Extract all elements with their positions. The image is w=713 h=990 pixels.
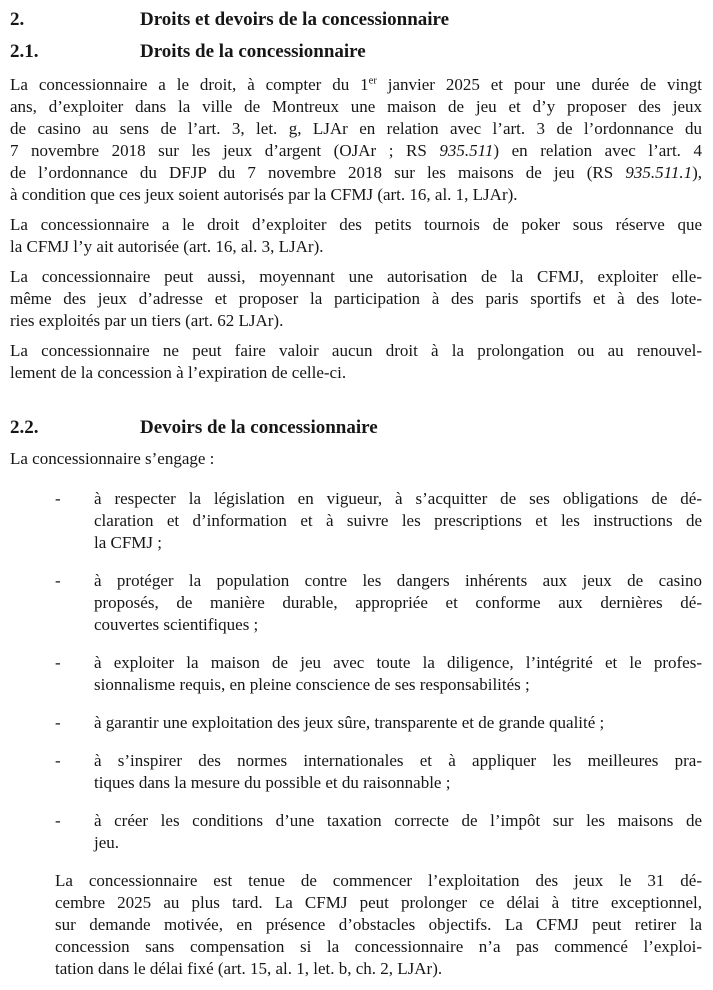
text-line: à s’inspirer des normes internationales et à appliquer les meilleures pra- — [94, 751, 702, 770]
sup-text: er — [368, 75, 377, 87]
text-line: à respecter la législation en vigueur, à s’acquitter de ses obligations de dé- — [94, 489, 702, 508]
section-number: 2.1. — [10, 41, 39, 62]
text-line: couvertes scientifiques ; — [94, 615, 259, 634]
italic-text: 935.511 — [439, 141, 494, 160]
list-item-text — [94, 488, 702, 554]
section-number: 2. — [10, 9, 25, 30]
text-line: La concessionnaire est tenue de commencer l’exploitation des jeux le 31 dé- — [55, 871, 702, 890]
paragraph — [10, 266, 702, 332]
section-title: Droits de la concessionnaire — [140, 41, 366, 62]
text-line: de casino au sens de l’art. 3, let. g, LJAr en relation avec l’art. 3 de l’ordonnance du — [10, 119, 702, 138]
text-line: la CFMJ l’y ait autorisée (art. 16, al. 3, LJAr). — [10, 237, 324, 256]
list-item-text — [94, 652, 702, 696]
text-segment: ) en relation avec l’art. 4 — [493, 141, 702, 160]
text-line: ries exploités par un tiers (art. 62 LJAr). — [10, 311, 284, 330]
list-item — [55, 488, 702, 554]
section-heading-2-1 — [10, 40, 702, 64]
bullet-dash: - — [55, 653, 61, 672]
list-item-text — [94, 712, 702, 734]
text-line: La concessionnaire s’engage : — [10, 449, 215, 468]
text-line: même des jeux d’adresse et proposer la participation à des paris sportifs et à des lote- — [10, 289, 702, 308]
list-item-text — [94, 750, 702, 794]
list-item — [55, 652, 702, 696]
text-line: à garantir une exploitation des jeux sûre, transparente et de grande qualité ; — [94, 713, 605, 732]
closing-paragraph — [55, 870, 702, 980]
text-line: proposés, de manière durable, appropriée et conforme aux dernières dé- — [94, 593, 702, 612]
text-segment: de l’ordonnance du DFJP du 7 novembre 2018 sur les maisons de jeu (RS — [10, 163, 626, 182]
text-line: sionnalisme requis, en pleine conscience de ses responsabilités ; — [94, 675, 530, 694]
text-segment: ), — [692, 163, 702, 182]
text-line: tiques dans la mesure du possible et du raisonnable ; — [94, 773, 451, 792]
text-line: sur demande motivée, en présence d’obstacles objectifs. La CFMJ peut retirer la — [55, 915, 702, 934]
list-intro-paragraph — [10, 448, 702, 470]
paragraph — [10, 214, 702, 258]
bullet-dash: - — [55, 811, 61, 830]
list-item — [55, 750, 702, 794]
paragraph — [10, 74, 702, 206]
text-line: à condition que ces jeux soient autorisés par la CFMJ (art. 16, al. 1, LJAr). — [10, 185, 518, 204]
text-segment: La concessionnaire a le droit, à compter du 1 — [10, 75, 369, 94]
text-line: La concessionnaire ne peut faire valoir aucun droit à la prolongation ou au renouvel- — [10, 341, 702, 360]
text-line: à créer les conditions d’une taxation correcte de l’impôt sur les maisons de — [94, 811, 702, 830]
section-title: Droits et devoirs de la concessionnaire — [140, 9, 450, 30]
text-line: à protéger la population contre les dangers inhérents aux jeux de casino — [94, 571, 702, 590]
bullet-dash: - — [55, 489, 61, 508]
text-line: concession sans compensation si la concessionnaire n’a pas commencé l’exploi- — [55, 937, 702, 956]
text-segment: janvier 2025 et pour une durée de vingt — [376, 75, 702, 94]
text-line — [10, 140, 702, 162]
list-item-text — [94, 570, 702, 636]
text-line — [10, 74, 702, 96]
bullet-dash: - — [55, 571, 61, 590]
bullet-dash: - — [55, 751, 61, 770]
text-line: à exploiter la maison de jeu avec toute la diligence, l’intégrité et le profes- — [94, 653, 702, 672]
text-segment: 7 novembre 2018 sur les jeux d’argent (OJAr ; RS — [10, 141, 440, 160]
bullet-dash: - — [55, 713, 61, 732]
paragraph — [10, 340, 702, 384]
text-line: jeu. — [94, 833, 120, 852]
text-line: la CFMJ ; — [94, 533, 163, 552]
section-title: Devoirs de la concessionnaire — [140, 417, 378, 438]
list-item — [55, 712, 702, 734]
section-heading-2-2 — [10, 416, 702, 440]
text-line: claration et d’information et à suivre les prescriptions et les instructions de — [94, 511, 702, 530]
text-line — [10, 162, 702, 184]
text-line: La concessionnaire peut aussi, moyennant une autorisation de la CFMJ, exploiter elle- — [10, 267, 702, 286]
section-heading-2 — [10, 8, 702, 32]
list-item — [55, 570, 702, 636]
list-item — [55, 810, 702, 854]
list-item-text — [94, 810, 702, 854]
text-line: cembre 2025 au plus tard. La CFMJ peut prolonger ce délai à titre exceptionnel, — [55, 893, 702, 912]
text-line: La concessionnaire a le droit d’exploiter des petits tournois de poker sous réserve que — [10, 215, 702, 234]
text-line: tation dans le délai fixé (art. 15, al. 1, let. b, ch. 2, LJAr). — [55, 959, 443, 978]
text-line: lement de la concession à l’expiration de celle-ci. — [10, 363, 347, 382]
text-line: ans, d’exploiter dans la ville de Montreux une maison de jeu et d’y proposer des jeux — [10, 97, 702, 116]
italic-text: 935.511.1 — [625, 163, 693, 182]
section-number: 2.2. — [10, 417, 39, 438]
